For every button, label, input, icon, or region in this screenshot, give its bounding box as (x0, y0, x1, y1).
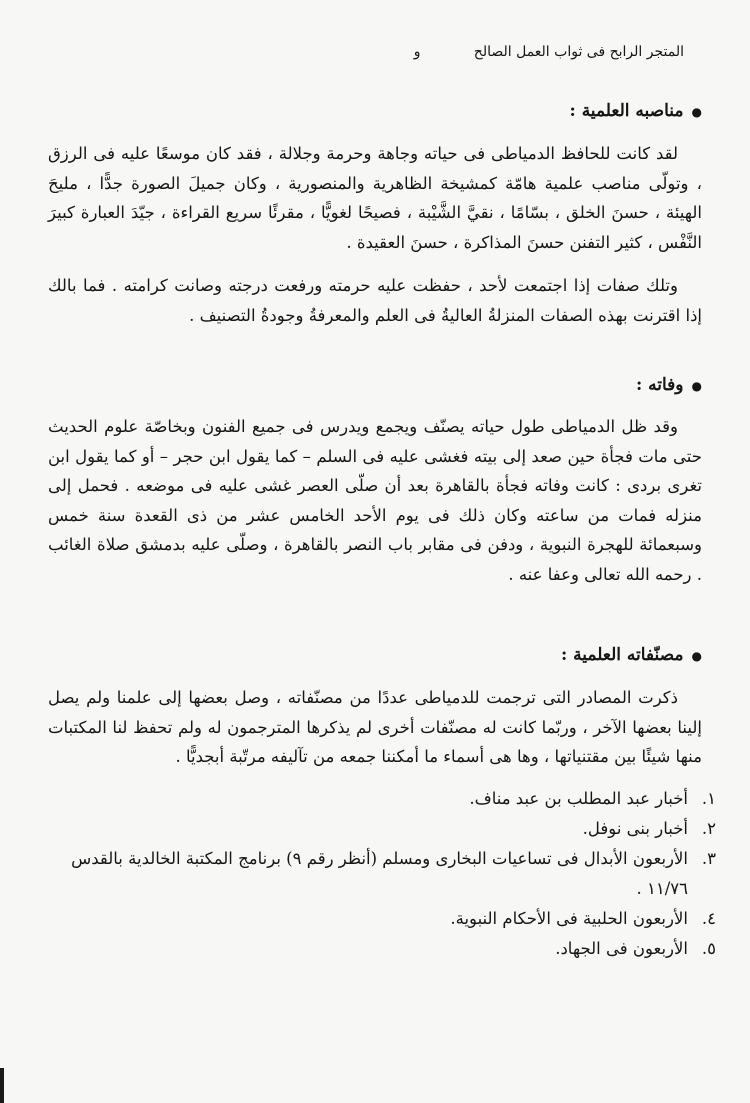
list-item-text: الأربعون الأبدال فى تساعيات البخارى ومسلم (أنظر رقم ٩) برنامج المكتبة الخالدية بالقدس ١١/٧٦ . (71, 849, 688, 898)
bullet-icon: ● (691, 648, 702, 663)
list-item-text: الأربعون فى الجهاد. (555, 939, 688, 958)
list-item-number: ٢. (701, 819, 716, 838)
list-item-number: ١. (701, 789, 716, 808)
paragraph-works-intro: ذكرت المصادر التى ترجمت للدمياطى عددًا من مصنّفاته ، وصل بعضها إلى علمنا ولم يصل إلينا بعضها الآخر ، وربّما كانت له مصنّفات أخرى لم يذكرها المترجمون له ولم تحفظ لنا المكتبات منها شيئًا بين مقتنياتها ، وها هى أسماء ما أمكننا جمعه من تآليفه مرتّبة أبجديًّا . (48, 688, 702, 766)
list-item-number: ٥. (701, 939, 716, 958)
section-heading-positions: ●مناصبه العلمية : (570, 98, 703, 125)
list-item (44, 844, 716, 904)
paragraph-qualities: وتلك صفات إذا اجتمعت لأحد ، حفظت عليه حرمته ورفعت درجته وصانت كرامته . فما بالك إذا اقترنت بهذه الصفات المنزلةُ العاليةُ فى العلم والمعرفةُ وجودةُ التصنيف . (48, 276, 702, 325)
paragraph-death: وقد ظل الدمياطى طول حياته يصنّف ويجمع ويدرس فى جميع الفنون وبخاصّة علوم الحديث حتى مات فجأة حين صعد إلى بيته فغشى عليه فى السلم – كما يقول ابن حجر – أو كما يقول ابن تغرى بردى : كانت وفاته فجأة بالقاهرة بعد أن صلّى العصر غشى عليه فى موضعه . فحمل إلى منزله فمات من ساعته وكان ذلك فى يوم الأحد الخامس عشر من ذى القعدة سنة خمس وسبعمائة للهجرة النبوية ، ودفن فى مقابر باب النصر بالقاهرة ، وصلّى عليه بدمشق صلاة الغائب . رحمه الله تعالى وعفا عنه . (48, 417, 702, 584)
list-item-number: ٤. (701, 909, 716, 928)
bullet-icon: ● (691, 104, 702, 119)
paragraph-positions: لقد كانت للحافظ الدمياطى فى حياته وجاهة وحرمة وجلالة ، فقد كان موسعًا عليه فى الرزق ، وتولّى مناصب علمية هامّة كمشيخة الظاهرية والمنصورية ، وكان جميلَ الصورة جدًّا ، مليحَ الهيئة ، حسنَ الخلق ، بسّامًا ، نقيَّ الشَّيْبة ، فصيحًا لغويًّا ، مقرئًا سريع القراءة ، جيّدَ العبارة كبيرَ النَّفْس ، كثير التفنن حسنَ المذاكرة ، حسنَ العقيدة . (48, 144, 702, 252)
list-item (44, 934, 716, 964)
running-head (413, 42, 684, 62)
bullet-icon: ● (691, 378, 702, 393)
section-heading-death: ●وفاته : (636, 372, 702, 399)
list-item-number: ٣. (701, 849, 716, 868)
works-list (44, 784, 716, 964)
scan-edge-mark (0, 1068, 4, 1103)
list-item (44, 814, 716, 844)
running-head-title: المتجر الرابح فى ثواب العمل الصالح (473, 44, 684, 60)
list-item (44, 904, 716, 934)
list-item-text: أخبار عبد المطلب بن عبد مناف. (469, 789, 688, 808)
running-head-marker: و (413, 44, 421, 60)
list-item-text: الأربعون الحلبية فى الأحكام النبوية. (450, 909, 688, 928)
list-item-text: أخبار بنى نوفل. (582, 819, 688, 838)
section-heading-works: ●مصنّفاته العلمية : (561, 642, 702, 669)
list-item (44, 784, 716, 814)
